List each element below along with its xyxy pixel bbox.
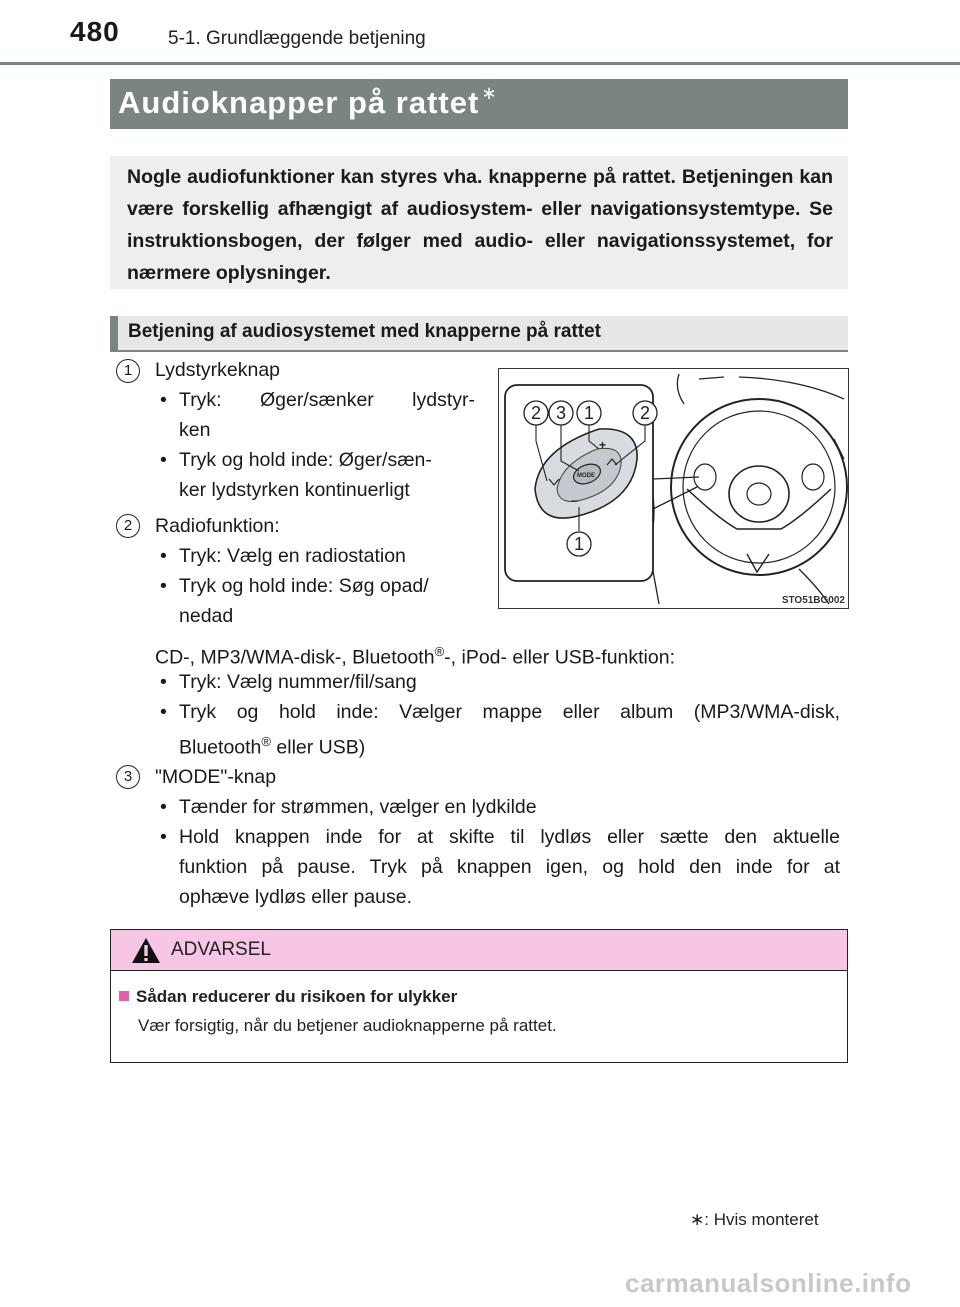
page-number: 480	[70, 16, 120, 47]
callout-3: 3	[555, 403, 567, 423]
callout-1-top: 1	[583, 403, 595, 423]
intro-text: Nogle audiofunktioner kan styres vha. knapperne på rattet. Betjeningen kan være forskellig afhængigt af audiosystem- eller navigationsystemtype. Se instruktionsbogen, der følger med audio- eller navigationssystemet, for nærmere oplysninger.	[127, 166, 833, 284]
callout-2-left: 2	[530, 403, 542, 423]
warning-subtitle-text: Sådan reducerer du risikoen for ulykker	[136, 987, 458, 1006]
item-2-bullet-4-line-2	[179, 727, 365, 763]
warning-box	[110, 929, 848, 1063]
warning-body: Vær forsigtig, når du betjener audioknapperne på rattet.	[138, 1016, 557, 1035]
item-2-bullet-3: • Tryk: Vælg nummer/fil/sang	[179, 667, 417, 697]
steering-wheel-illustration	[499, 369, 848, 608]
footnote	[690, 1210, 819, 1230]
section-reference: 5-1. Grundlæggende betjening	[168, 28, 426, 49]
volume-plus-icon: +	[599, 438, 607, 452]
item-1-bullet-2-line-1: • Tryk og hold inde: Øger/sæn-	[179, 445, 432, 475]
item-number-1: 1	[116, 359, 140, 383]
media-line-suffix: -, iPod- eller USB-funktion:	[444, 646, 675, 669]
subheading-stripe	[110, 316, 118, 352]
item-1-bullet-1-line-1: • Tryk: Øger/sænker lydstyr-	[179, 385, 475, 415]
square-bullet-icon	[119, 991, 129, 1001]
item-number-2: 2	[116, 514, 140, 538]
item-3-bullet-2-line-2: funktion på pause. Tryk på knappen igen, og hold den inde for at	[179, 856, 840, 878]
warning-label: ADVARSEL	[171, 939, 271, 960]
item-2-bullet-2-line-1: • Tryk og hold inde: Søg opad/	[179, 571, 429, 601]
warning-triangle-icon	[131, 937, 161, 964]
warning-header	[111, 930, 847, 971]
item-number-3: 3	[116, 765, 140, 789]
item-1-bullet-1-line-2: ken	[179, 419, 211, 441]
bluetooth-suffix: eller USB)	[271, 736, 366, 759]
title-marker: ∗	[481, 83, 498, 103]
bluetooth-text: Bluetooth	[179, 736, 262, 759]
watermark: carmanualsonline.info	[625, 1268, 912, 1298]
title-bar	[110, 79, 848, 129]
registered-mark: ®	[434, 644, 445, 659]
page-title	[118, 85, 497, 121]
steering-wheel-icon	[671, 399, 847, 575]
item-2-bullet-2-line-2: nedad	[179, 605, 234, 627]
volume-minus-icon: −	[571, 494, 579, 508]
item-1-bullet-2-line-2: ker lydstyrken kontinuerligt	[179, 479, 410, 501]
page-title-text: Audioknapper på rattet	[118, 85, 480, 120]
intro-box	[110, 156, 848, 289]
footnote-marker: ∗	[690, 1210, 705, 1229]
item-3-bullet-2-line-3: ophæve lydløs eller pause.	[179, 886, 413, 908]
item-3-bullet-2-line-1: • Hold knappen inde for at skifte til lydløs eller sætte den aktuelle	[179, 822, 840, 852]
header-rule	[0, 62, 960, 65]
steering-wheel-figure	[498, 368, 849, 609]
callout-1-bottom: 1	[573, 534, 585, 554]
subheading-bar	[110, 316, 848, 352]
item-3-bullet-1: • Tænder for strømmen, vælger en lydkilde	[179, 792, 537, 822]
item-1-title: Lydstyrkeknap	[155, 359, 281, 381]
callout-2-right: 2	[639, 403, 651, 423]
figure-code: STO51BG002	[781, 595, 845, 606]
warning-subtitle	[119, 987, 457, 1007]
item-2-title: Radiofunktion:	[155, 515, 280, 537]
item-2-bullet-4-line-1: • Tryk og hold inde: Vælger mappe eller album (MP3/WMA-disk,	[179, 697, 840, 727]
item-3-title: "MODE"-knap	[155, 766, 277, 788]
registered-mark: ®	[261, 734, 271, 749]
mode-label: MODE	[577, 473, 595, 479]
subheading-text: Betjening af audiosystemet med knapperne på rattet	[128, 321, 602, 342]
media-line-prefix: CD-, MP3/WMA-disk-, Bluetooth	[155, 646, 435, 669]
footnote-text: : Hvis monteret	[704, 1210, 819, 1229]
item-2-bullet-1: • Tryk: Vælg en radiostation	[179, 541, 406, 571]
